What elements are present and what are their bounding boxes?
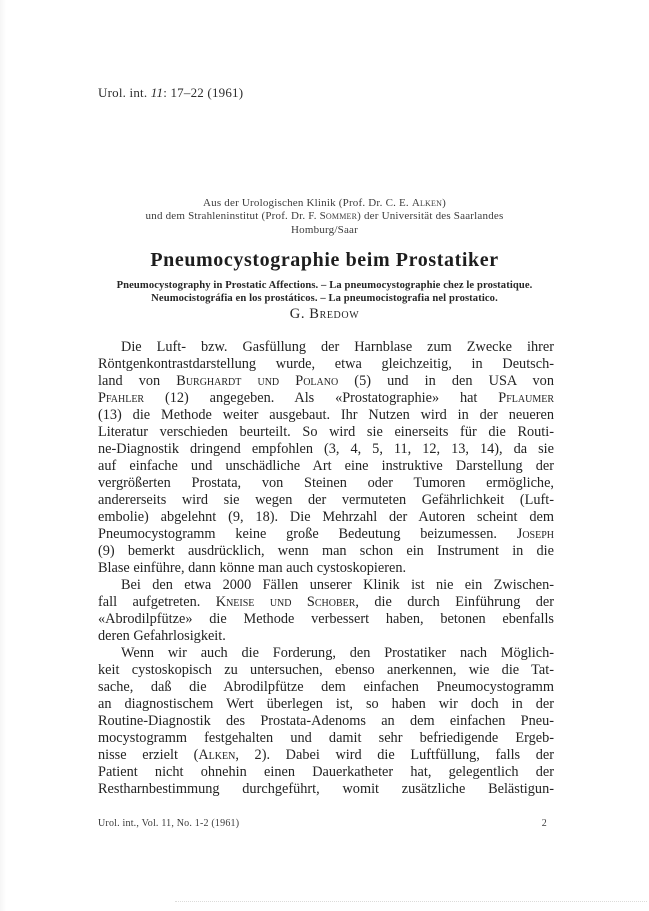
author-name: G. Bredow: [289, 306, 360, 322]
journal-reference: [98, 85, 243, 101]
body-text-line: Pneumocystogramm keine große Bedeutung beizumessen. Joseph: [98, 526, 554, 542]
small-caps-name: Alken: [411, 197, 443, 209]
body-text-line: keit cystoskopisch zu untersuchen, ebenso anerkennen, wie die Tat-: [98, 662, 554, 678]
body-text-line: Blase einführe, dann könne man auch cystoskopieren.: [98, 560, 407, 576]
article-title: Pneumocystographie beim Prostatiker: [150, 249, 499, 271]
body-text-line: nisse erzielt (Alken, 2). Dabei wird die Luftfüllung, falls der: [98, 747, 555, 763]
body-text-line: deren Gefahrlosigkeit.: [98, 628, 226, 644]
body-text-line: (9) bemerkt ausdrücklich, wenn man schon ein Instrument in die: [98, 543, 554, 559]
body-text-line: Wenn wir auch die Forderung, den Prostatiker nach Möglich-: [121, 645, 554, 661]
page-footer: [98, 818, 547, 829]
article-subtitle: [0, 279, 649, 305]
body-text-line: embolie) abgelehnt (9, 18). Die Mehrzahl der Autoren scheint dem: [98, 509, 554, 525]
body-text-line: auf einfache und unschädliche Art eine instruktive Darstellung der: [98, 458, 554, 474]
body-text-line: mocystogramm festgehalten und damit sehr befriedigende Ergeb-: [98, 730, 554, 746]
body-text-line: (13) die Methode weiter ausgebaut. Ihr Nutzen wird in der neueren: [98, 407, 554, 423]
small-caps-name: Kneise und Schober: [215, 594, 356, 610]
body-text-line: Patient nicht ohnehin einen Dauerkatheter hat, gelegentlich der: [98, 764, 554, 780]
body-text-line: Restharnbestimmung durchgeführt, womit zusätzliche Belästigun-: [98, 781, 554, 797]
small-caps-name: Bredow: [309, 306, 360, 322]
subtitle-line: Pneumocystography in Prostatic Affections. – La pneumocystographie chez le prostatique.: [116, 280, 533, 291]
small-caps-name: Pflaumer: [498, 390, 554, 406]
body-text-line: Röntgenkontrastdarstellung wurde, etwa gleichzeitig, in Deutsch-: [98, 356, 554, 372]
body-text-line: vergrößerten Prostata, von Steinen oder Tumoren ermögliche,: [98, 475, 554, 491]
body-text-line: «Abrodilpfütze» die Methode verbessert haben, betonen ebenfalls: [98, 611, 554, 627]
body-text-line: Routine-Diagnostik des Prostata-Adenoms an dem einfachen Pneu-: [98, 713, 554, 729]
scan-bottom-artifact: [175, 901, 647, 902]
body-text-line: ne-Diagnostik dringend empfohlen (3, 4, 5, 11, 12, 13, 14), da sie: [98, 441, 554, 457]
body-text-line: Die Luft- bzw. Gasfüllung der Harnblase zum Zwecke ihrer: [121, 339, 554, 355]
page-number: 2: [541, 818, 547, 829]
journal-ref-prefix: Urol. int.: [98, 85, 151, 100]
institution-line: Homburg/Saar: [291, 223, 358, 236]
body-text-line: fall aufgetreten. Kneise und Schober, die durch Einführung der: [98, 594, 555, 610]
small-caps-name: Burghardt und Polano: [176, 373, 339, 389]
scan-edge-shade: [0, 0, 6, 911]
body-text-line: Pfahler (12) angegeben. Als «Prostatographie» hat Pflaumer: [98, 390, 554, 406]
body-text-line: an diagnostischem Wert überlegen ist, so haben wir doch in der: [98, 696, 554, 712]
body-text-line: sache, daß die Abrodilpfütze dem einfachen Pneumocystogramm: [98, 679, 554, 695]
journal-ref-suffix: : 17–22 (1961): [163, 85, 244, 100]
subtitle-line: Neumocistográfia en los prostáticos. – La pneumocistografia nel prostatico.: [151, 293, 498, 304]
institution-line: und dem Strahleninstitut (Prof. Dr. F. Sommer) der Universität des Saarlandes: [145, 210, 504, 223]
article-body: [98, 339, 554, 798]
body-text-line: Literatur verschieden beurteilt. So wird sie einerseits für die Routi-: [98, 424, 554, 440]
institution-line: Aus der Urologischen Klinik (Prof. Dr. C. E. Alken): [203, 197, 446, 209]
small-caps-name: Pfahler: [98, 390, 145, 406]
small-caps-name: Joseph: [516, 526, 554, 542]
small-caps-name: Alken: [198, 747, 236, 763]
journal-ref-volume: 11: [150, 85, 164, 100]
body-text-line: andererseits wird sie wegen der vermuteten Gefährlichkeit (Luft-: [98, 492, 554, 508]
institution-block: [0, 197, 649, 237]
body-text-line: land von Burghardt und Polano (5) und in den USA von: [98, 373, 554, 389]
body-text-line: Bei den etwa 2000 Fällen unserer Klinik ist nie ein Zwischen-: [121, 577, 554, 593]
footer-journal-info: Urol. int., Vol. 11, No. 1-2 (1961): [98, 818, 240, 829]
small-caps-name: Sommer: [319, 210, 358, 223]
